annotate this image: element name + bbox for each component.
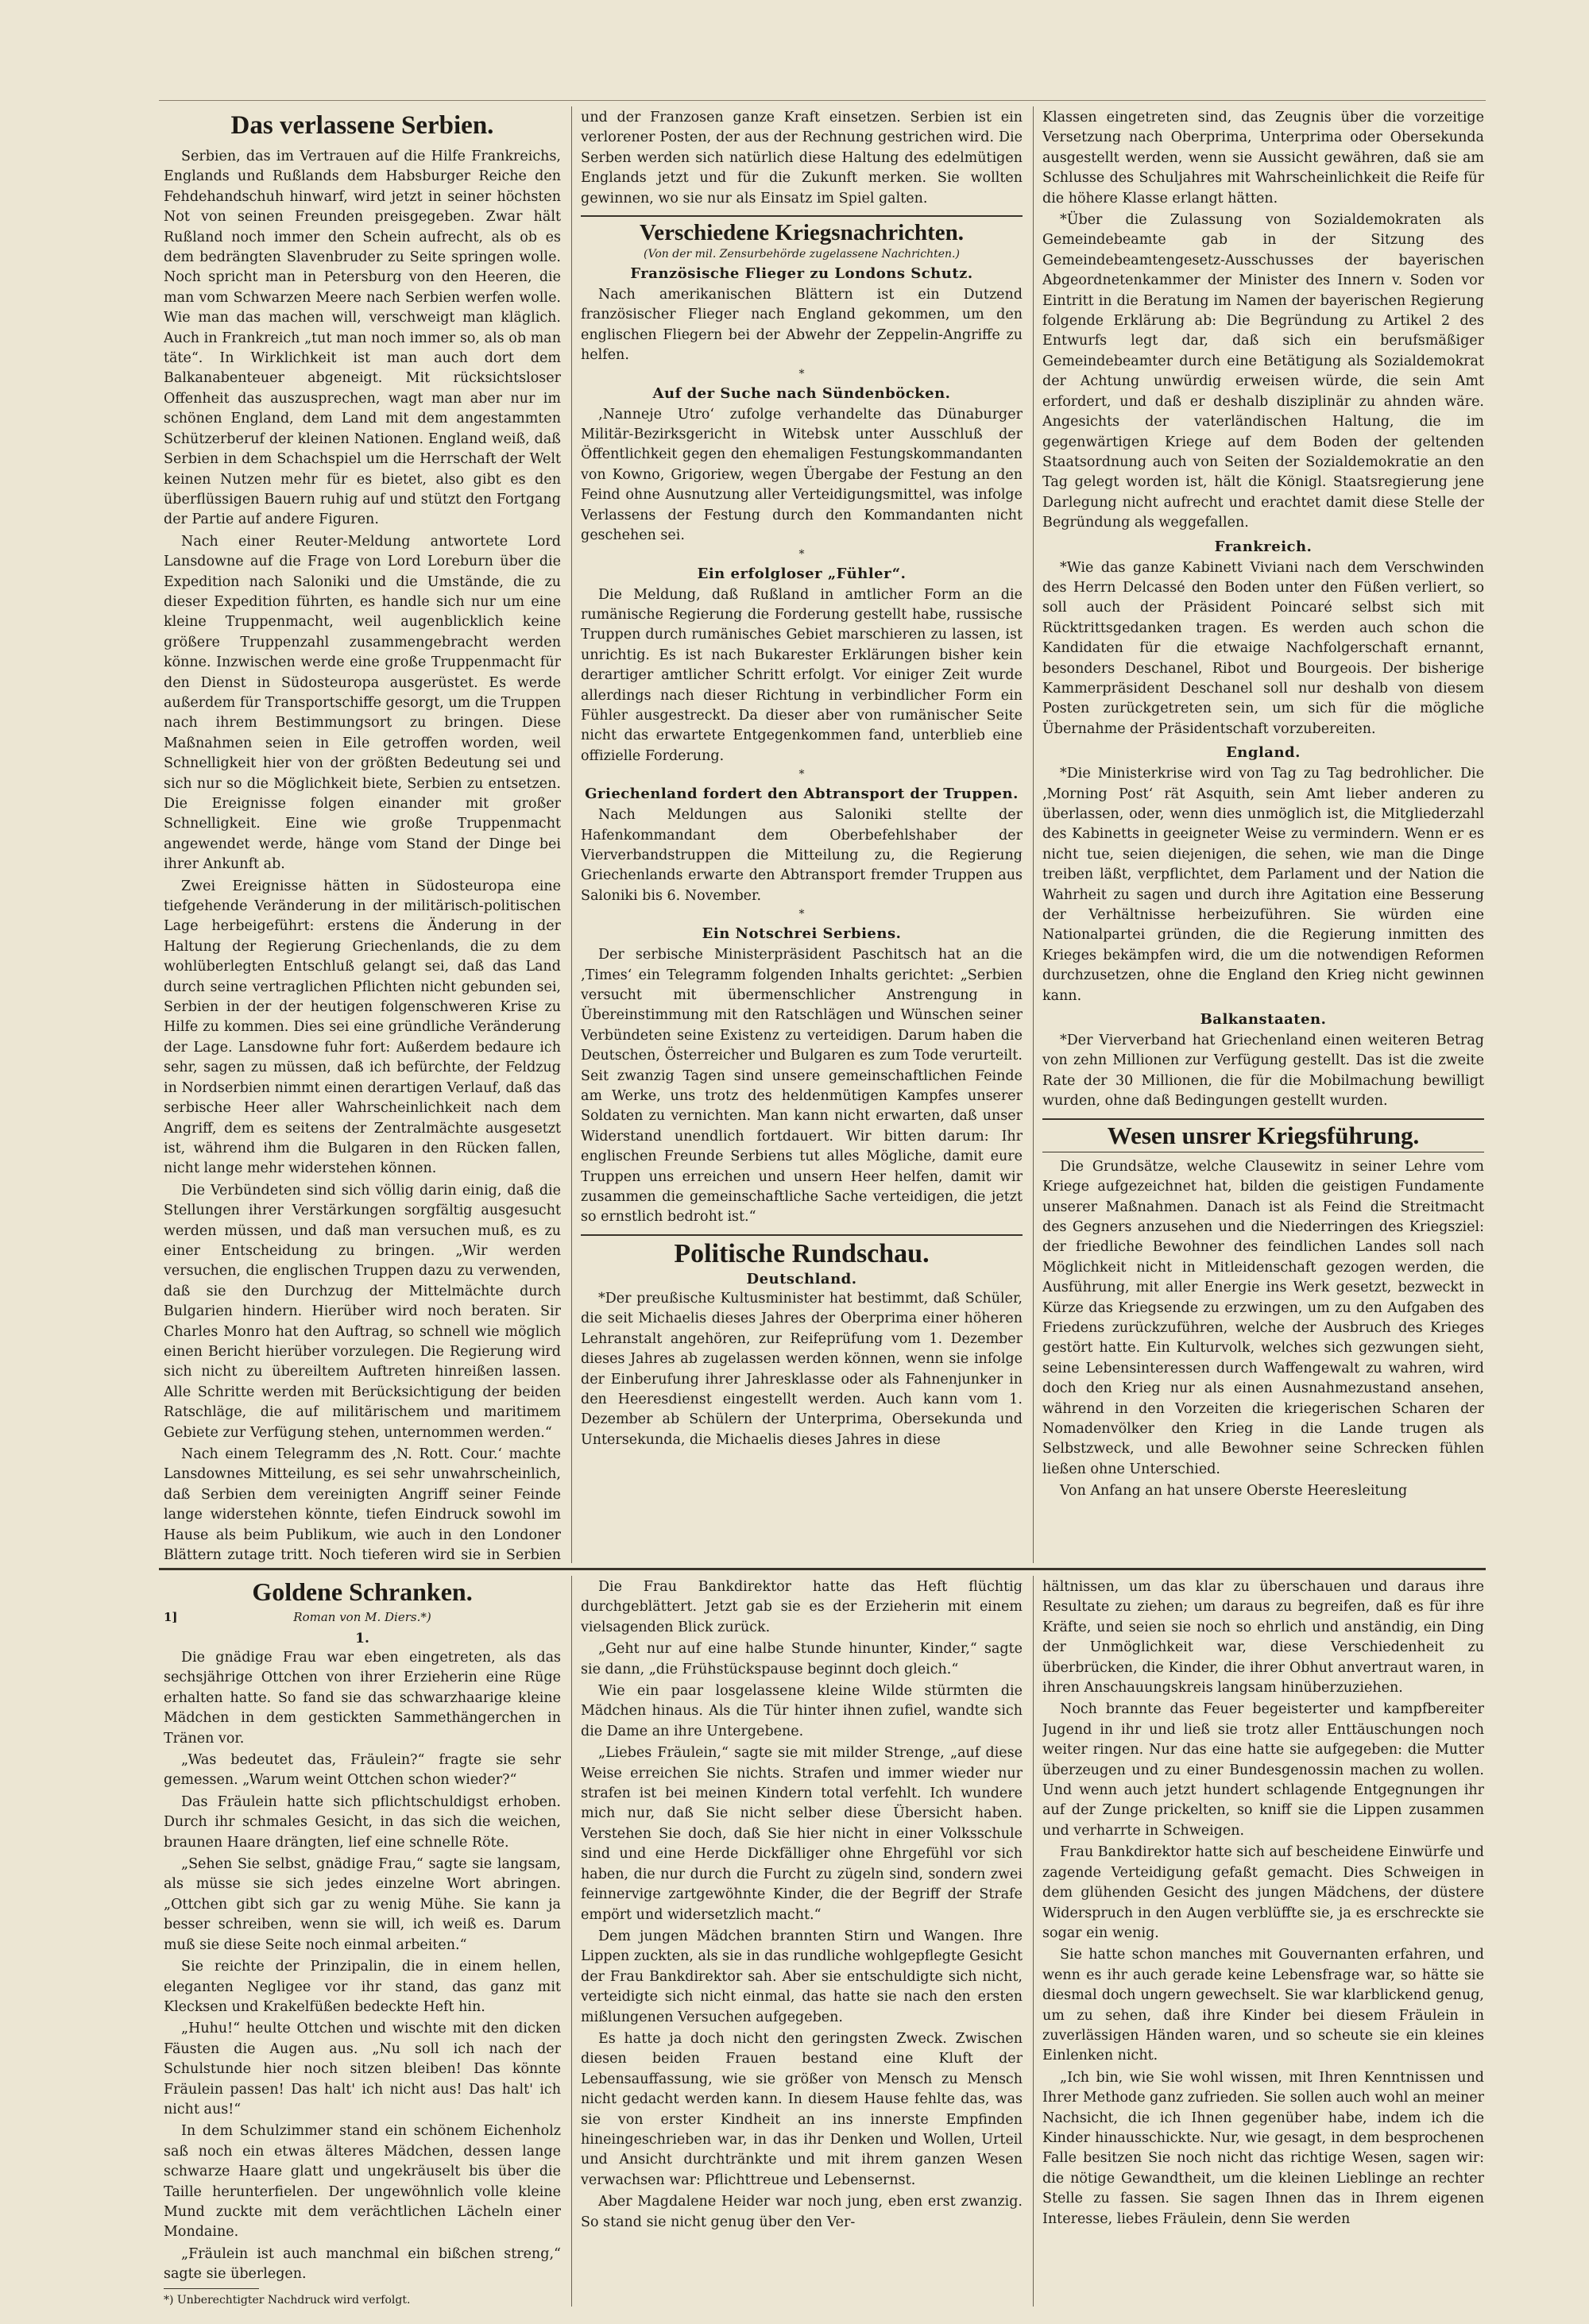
novel-paragraph: Noch brannte das Feuer begeisterter und kampfbereiter Jugend in ihr und ließ sie trotz aller Enttäuschungen noch weiter ringen. Nur das eine hatte sie aufgegeben: die Mutter überzeugen und zu einer Bundesgenossin machen zu wollen. Und wenn auch jetzt hundert schlagende Entgegnungen ihr auf der Zunge prickelten, so kniff sie die Lippen zusammen und verharrte in Schweigen.	[1042, 1701, 1484, 1839]
novel-column-2	[581, 1577, 1023, 2308]
column-rule-1	[571, 106, 572, 1563]
novel-paragraph: Sie hatte schon manches mit Gouvernanten erfahren, und wenn es ihr auch gerade keine Lebensfrage war, so hätte sie diesmal doch ungern gewechselt. Sie war klarblickend genug, um zu sehen, daß ihre Kinder bei diesem Fräulein in zuverlässigen Händen waren, und so scheute sie ein kleines Einlenken nicht.	[1042, 1947, 1484, 2064]
politics-bavaria-text: *Über die Zulassung von Sozialdemokraten als Gemeindebeamte gab in der Sitzung des Gemeindebeamtengesetz-Ausschusses der bayerischen Abgeordnetenkammer der Minister des Innern v. Soden vor Eintritt in die Beratung im Namen der bayerischen Regierung folgende Erklärung ab: Die Begründung zu Artikel 2 des Entwurfs legt dar, daß sich ein berufsmäßiger Gemeindebeamter durch eine Betätigung als Sozialdemokrat der Achtung unwürdig erweisen würde, die sein Amt erfordert, und daß er deshalb disziplinär zu ahnden wäre. Angesichts der vaterländischen Haltung, die im gegenwärtigen Kriege auf dem Boden der geltenden Staatsordnung auch von Seiten der Sozialdemokratie an den Tag gelegt worden ist, hält die Königl. Staatsregierung jene Darlegung nicht aufrecht und erachtet damit diese Stelle der Begründung als weggefallen.	[1042, 212, 1484, 531]
novel-byline: Roman von M. Diers.*)	[293, 1610, 431, 1624]
politics-germany-title: Deutschland.	[746, 1270, 857, 1287]
column-3	[1042, 108, 1484, 1565]
warfare-essay-last-line: Von Anfang an hat unsere Oberste Heeresleitung	[1060, 1483, 1408, 1500]
column-1	[164, 111, 561, 1565]
novel-paragraph: Die gnädige Frau war eben eingetreten, als das sechsjährige Ottchen von ihrer Erzieherin eine Rüge erhalten hatte. So fand sie das schwarzhaarige kleine Mädchen in dem gestickten Sammethängerchen in Tränen vor.	[164, 1650, 561, 1747]
novel-installment-number: 1]	[164, 1610, 178, 1624]
balkan-text: *Der Vierverband hat Griechenland einen weiteren Betrag von zehn Millionen zur Verfügung gestellt. Das ist die zweite Rate der 30 Millionen, die für die Mobilmachung bewilligt wurden, ohne daß Bedingungen gestellt wurden.	[1042, 1033, 1484, 1110]
news-title-griechenland: Griechenland fordert den Abtransport der Truppen.	[585, 786, 1019, 803]
novel-column-rule-2	[1033, 1576, 1034, 2307]
novel-paragraph: Aber Magdalene Heider war noch jung, eben erst zwanzig. So stand sie nicht genug über den Ver-	[581, 2194, 1023, 2230]
serbia-paragraph: Zwei Ereignisse hätten in Südosteuropa eine tiefgehende Veränderung in der militärisch-politischen Lage herbeigeführt: erstens die Änderung in der Haltung der Regierung Griechenlands, die zu dem wohlüberlegten Entschluß gelangt sei, daß das Land durch seine vertraglichen Pflichten nicht gebunden sei, Serbien in der der heutigen folgenschweren Krise zu Hilfe zu kommen. Dies sei eine gründliche Veränderung der Lage. Lansdowne fuhr fort: Außerdem bedaure ich sehr, sagen zu müssen, daß ich befürchte, der Feldzug in Nordserbien nimmt einen derartigen Verlauf, daß das serbische Heer aller Wahrscheinlichkeit nach dem Angriff, dem es seitens der Zentralmächte ausgesetzt ist, während ihm die Bulgaren in den Rücken fallen, nicht lange mehr widerstehen können.	[164, 878, 561, 1177]
novel-column-1	[164, 1577, 561, 2308]
novel-paragraph: Wie ein paar losgelassene kleine Wilde stürmten die Mädchen hinaus. Als die Tür hinter ihnen zufiel, wandte sich die Dame an ihre Untergebene.	[581, 1683, 1023, 1739]
news-title-flieger: Französische Flieger zu Londons Schutz.	[630, 265, 973, 283]
serbia-headline: Das verlassene Serbien.	[230, 111, 494, 140]
france-text: *Wie das ganze Kabinett Viviani nach dem Verschwinden des Herrn Delcassé den Boden unter den Füßen verliert, so soll auch der Präsident Poincaré selbst sich mit Rücktrittsgedanken tragen. Es werden auch schon die Kandidaten für die etwaige Nachfolgerschaft ernannt, besonders Deschanel, Ribot und Bourgeois. Der bisherige Kammerpräsident Deschanel soll nur deshalb von diesem Posten zurückgetreten sein, um sich für die mögliche Übernahme der Präsidentschaft vorzubereiten.	[1042, 559, 1484, 737]
novel-column-3	[1042, 1577, 1484, 2308]
separator-star: *	[798, 367, 805, 380]
separator-star: *	[798, 908, 805, 921]
novel-column-rule-1	[571, 1576, 572, 2307]
novel-paragraph: „Was bedeutet das, Fräulein?“ fragte sie sehr gemessen. „Warum weint Ottchen schon wieder?“	[164, 1752, 561, 1789]
news-text-griechenland: Nach Meldungen aus Saloniki stellte der Hafenkommandant dem Oberbefehlshaber der Vierverbandstruppen die Mitteilung zu, die Regierung Griechenlands erwarte den Abtransport fremder Truppen aus Saloniki bis 6. November.	[581, 807, 1023, 904]
censorship-note: (Von der mil. Zensurbehörde zugelassene Nachrichten.)	[644, 248, 960, 261]
serbia-paragraph: Nach einem Telegramm des ‚N. Rott. Cour.‘ machte Lansdownes Mitteilung, es sei sehr unwahrscheinlich, daß Serbien dem vereinigten Angriff seiner Feinde lange widerstehen könnte, tiefen Eindruck sowohl im Hause als beim Publikum, wie auch in den Londoner Blättern zutage tritt. Noch tieferen wird sie in Serbien	[164, 1446, 561, 1564]
politics-headline: Politische Rundschau.	[674, 1238, 930, 1268]
warfare-essay-headline: Wesen unsrer Kriegsführung.	[1107, 1121, 1420, 1149]
england-text: *Die Ministerkrise wird von Tag zu Tag bedrohlicher. Die ‚Morning Post‘ rät Asquith, sein Amt lieber anderen zu überlassen, oder, wenn dies unmöglich ist, die Mitgliederzahl des Kabinetts in geeigneter Weise zu vermindern. Wenn er es nicht tue, seien diejenigen, die sehen, wie man die Dinge treiben läßt, verpflichtet, dem Parlament und der Nation die Wahrheit zu sagen und durch ihre Agitation eine Besserung der Verhältnisse herbeizuführen. Sie würden eine Nationalpartei gründen, die die Regierung inmitten des Krieges bekämpfen wird, die um die notwendigen Reformen durchzusetzen, ohne die England den Krieg nicht gewinnen kann.	[1042, 766, 1484, 1004]
novel-paragraph: „Liebes Fräulein,“ sagte sie mit milder Strenge, „auf diese Weise erreichen Sie nichts. Strafen und immer wieder nur strafen ist bei meinen Kindern total verfehlt. Ich wundere mich nur, daß Sie nicht selber diese Übersicht haben. Verstehen Sie doch, daß Sie hier nicht in einer Volksschule sind und eine Herde Dickfälliger ohne Ehrgefühl vor sich haben, die nur durch die Furcht zu zügeln sind, sondern zwei feinnervige zartgewöhnte Kinder, die der Begriff der Strafe empört und widersetzlich macht.“	[581, 1745, 1023, 1923]
novel-paragraph: In dem Schulzimmer stand ein schönem Eichenholz saß noch ein etwas älteres Mädchen, dessen lange schwarze Haare glatt und ungekräuselt bis über die Taille herunterfielen. Der ungewöhnlich volle kleine Mund zuckte mit dem verächtlichen Lächeln einer Mondaine.	[164, 2123, 561, 2241]
novel-paragraph: „Sehen Sie selbst, gnädige Frau,“ sagte sie langsam, als müsse sie sich jedes einzelne Wort abringen. „Ottchen gibt sich gar zu wenig Mühe. Sie kann ja besser schreiben, wenn sie will, ich weiß es. Darum muß sie diese Seite noch einmal arbeiten.“	[164, 1856, 561, 1953]
news-text-suendenboecke: ‚Nanneje Utro‘ zufolge verhandelte das Dünaburger Militär-Bezirksgericht in Witebsk unter Ausschluß der Öffentlichkeit gegen den ehemaligen Festungskommandanten von Kowno, Grigoriew, wegen Übergabe der Festung an den Feind ohne Ausnutzung aller Verteidigungsmittel, was infolge Verlassens der Festung durch den Kommandanten nicht geschehen sei.	[581, 406, 1023, 544]
novel-paragraph: Sie reichte der Prinzipalin, die in einem hellen, eleganten Negligee vor ihr stand, das ganz mit Klecksen und Krakelfüßen bedeckte Heft hin.	[164, 1959, 561, 2015]
news-title-suendenboecke: Auf der Suche nach Sündenböcken.	[652, 384, 951, 402]
novel-separator-rule	[159, 1568, 1486, 1570]
news-text-fuehler: Die Meldung, daß Rußland in amtlicher Form an die rumänische Regierung die Forderung gestellt habe, russische Truppen durch rumänisches Gebiet marschieren zu lassen, ist unrichtig. Es ist nach Bukarester Erklärungen bisher kein derartiger amtlicher Schritt erfolgt. Vor einiger Zeit wurde allerdings nach dieser Richtung in verbindlicher Form ein Fühler ausgestreckt. Da dieser aber von rumänischer Seite nicht das erwartete Entgegenkommen fand, unterblieb eine offizielle Forderung.	[581, 586, 1023, 764]
serbia-continuation: und der Franzosen ganze Kraft einsetzen. Serbien ist ein verlorener Posten, der aus der Rechnung gestrichen wird. Die Serben werden sich natürlich diese Haltung des edelmütigen Englands jetzt und für die Zukunft merken. Sie wollten gewinnen, wo sie nur als Einsatz im Spiel galten.	[581, 110, 1023, 207]
chapter-number: 1.	[355, 1631, 369, 1646]
serbia-paragraph: Nach einer Reuter-Meldung antwortete Lord Lansdowne auf die Frage von Lord Loreburn über die Expedition nach Saloniki und die Umstände, die zu dieser Expedition führten, es handle sich nur um eine kleine Truppenmacht, weil augenblicklich keine größere Truppenzahl zusammengebracht werden könne. Inzwischen werde eine große Truppenmacht für den Dienst in Südosteuropa ausgerüstet. Es werde außerdem für Transportschiffe gesorgt, um die Truppen nach ihrem Bestimmungsort zu bringen. Diese Maßnahmen seien in Eile getroffen worden, weil Schnelligkeit hier von der größten Bedeutung sei und sich nur so die Möglichkeit biete, Serbien zu entsetzen. Die Ereignisse folgen einander mit großer Schnelligkeit. Eine wie große Truppenmacht angewendet werde, hänge vom Stand der Dinge bei ihrer Ankunft ab.	[164, 533, 561, 873]
separator-star: *	[798, 547, 805, 561]
novel-paragraph: „Ich bin, wie Sie wohl wissen, mit Ihren Kenntnissen und Ihrer Methode ganz zufrieden. Sie sollen auch wohl an meiner Nachsicht, die ich Ihnen gegenüber habe, indem ich die Kinder hinausschickte. Nur, wie gesagt, in dem besprochenen Falle besitzen Sie noch nicht das richtige Wesen, sagen wir: die nötige Gewandtheit, um die kleinen Lieblinge an rechter Stelle zu fassen. Sie sagen Ihnen das in Ihrem eigenen Interesse, liebes Fräulein, denn Sie werden	[1042, 2069, 1484, 2227]
news-title-notschrei: Ein Notschrei Serbiens.	[702, 925, 902, 943]
war-news-headline: Verschiedene Kriegsnachrichten.	[639, 220, 965, 246]
novel-paragraph: Dem jungen Mädchen brannten Stirn und Wangen. Ihre Lippen zuckten, als sie in das rundliche wohlgepflegte Gesicht der Frau Bankdirektor sah. Aber sie entschuldigte sich nicht, verteidigte sich nicht einmal, das hatte sie nach den ersten mißlungenen Versuchen aufgegeben.	[581, 1928, 1023, 2025]
novel-paragraph: „Fräulein ist auch manchmal ein bißchen streng,“ sagte sie überlegen.	[164, 2245, 561, 2283]
serbia-paragraph: Serbien, das im Vertrauen auf die Hilfe Frankreichs, Englands und Rußlands dem Habsburger Reiche den Fehdehandschuh hinwarf, wird jetzt in seiner höchsten Not von seinen Freunden preisgegeben. Zwar hält Rußland noch immer den Schein aufrecht, als ob es dem bedrängten Slavenbruder zu Seite springen wolle. Noch spricht man in Petersburg von den Heeren, die man vom Schwarzen Meere nach Serbien werfen wolle. Wie man das machen will, verschweigt man kläglich. Auch in Frankreich „tut man noch immer so, als ob man täte“. In Wirklichkeit ist man auch dort dem Balkanabenteuer abgeneigt. Mit rücksichtsloser Offenheit das auszusprechen, wagt man aber nur im schönen England, dem Land mit dem angestammten Schützerberuf der kleinen Nationen. England weiß, daß Serbien in dem Schachspiel um die Herrschaft der Welt keinen Nutzen mehr für es bietet, also gibt es den überflüssigen Bauern ruhig auf und stützt den Fortgang der Partie auf andere Figuren.	[164, 149, 561, 528]
france-title: Frankreich.	[1214, 538, 1313, 555]
copyright-footnote: *) Unberechtigter Nachdruck wird verfolgt.	[164, 2293, 411, 2307]
news-text-notschrei: Der serbische Ministerpräsident Paschitsch hat an die ‚Times‘ ein Telegramm folgenden Inhalts gerichtet: „Serbien versucht mit übermenschlicher Anstrengung in Übereinstimmung mit den Ratschlägen und Wünschen seiner Verbündeten seine Existenz zu verteidigen. Darum haben die Deutschen, Österreicher und Bulgaren es zum Tode verurteilt. Seit zwanzig Tagen sind unsere gemeinschaftlichen Feinde am Werke, uns trotz des heldenmütigen Kampfes unserer Soldaten zu vernichten. Man kann nicht erwarten, daß unser Widerstand unendlich fortdauert. Wir bitten darum: Ihr englischen Freunde Serbiens tut alles Mögliche, damit eure Truppen uns erreichen und unsern Heer helfen, damit wir zusammen die gemeinschaftliche Sache verteidigen, die jetzt so ernstlich bedroht ist.“	[581, 947, 1023, 1226]
england-title: England.	[1226, 744, 1301, 762]
novel-paragraph: „Geht nur auf eine halbe Stunde hinunter, Kinder,“ sagte sie dann, „die Frühstückspause beginnt doch gleich.“	[581, 1641, 1023, 1677]
news-text-flieger: Nach amerikanischen Blättern ist ein Dutzend französischer Flieger nach England gekommen, um den englischen Fliegern bei der Abwehr der Zeppelin-Angriffe zu helfen.	[581, 287, 1023, 364]
news-title-fuehler: Ein erfolgloser „Fühler“.	[697, 565, 907, 582]
novel-paragraph: Die Frau Bankdirektor hatte das Heft flüchtig durchgeblättert. Jetzt gab sie es der Erzieherin mit einem vielsagenden Blick zurück.	[581, 1579, 1023, 1635]
serbia-paragraph: Die Verbündeten sind sich völlig darin einig, daß die Stellungen ihrer Verstärkungen sorgfältig ausgesucht werden müssen, und daß man versuchen muß, es zu einer Entscheidung zu bringen. „Wir werden versuchen, die englischen Truppen dazu zu verwenden, daß sie den Durchzug der Mittelmächte durch Bulgarien hindern. Hierüber wird noch beraten. Sir Charles Monro hat den Auftrag, so schnell wie möglich einen Bericht hierüber vorzulegen. Die Regierung wird sich nicht zu übereiltem Auftreten hinreißen lassen. Alle Schritte werden mit Berücksichtigung der beiden Ratschläge, die auf militärischem und maritimem Gebiete zur Verfügung stehen, unternommen werden.“	[164, 1182, 561, 1441]
novel-paragraph: „Huhu!“ heulte Ottchen und wischte mit den dicken Fäusten die Augen aus. „Nu soll ich nach der Schulstunde hier noch sitzen bleiben! Das könnte Fräulein passen! Das halt' ich nicht aus! Das halt' ich nicht aus!“	[164, 2021, 561, 2117]
balkan-title: Balkanstaaten.	[1200, 1011, 1327, 1029]
novel-paragraph: Es hatte ja doch nicht den geringsten Zweck. Zwischen diesen beiden Frauen bestand eine Kluft der Lebensauffassung, wie sie größer von Mensch zu Mensch nicht gedacht werden kann. In diesem Hause fehlte das, was sie von erster Kindheit an ins innerste Empfinden hineingeschrieben war, in das ihr Denken und Wollen, Urteil und Ansicht durchtränkte und mit ihrem ganzen Wesen verwachsen war: Pflichttreue und Lebensernst.	[581, 2030, 1023, 2188]
politics-germany-text: *Der preußische Kultusminister hat bestimmt, daß Schüler, die seit Michaelis dieses Jahres der Oberprima einer höheren Lehranstalt angehören, zur Reifeprüfung vom 1. Dezember dieses Jahres ab zugelassen werden können, wenn sie infolge der Einberufung ihrer Jahresklasse oder als Fahnenjunker in den Heeresdienst eingestellt werden. Auch kann vom 1. Dezember ab Schülern der Unterprima, Obersekunda und Untersekunda, die Michaelis dieses Jahres in diese	[581, 1290, 1023, 1448]
novel-paragraph: Das Fräulein hatte sich pflichtschuldigst erhoben. Durch ihr schmales Gesicht, in das sich die weichen, braunen Haare drängten, lief eine schnelle Röte.	[164, 1793, 561, 1851]
politics-continuation: Klassen eingetreten sind, das Zeugnis über die vorzeitige Versetzung nach Oberprima, Unterprima oder Obersekunda ausgestellt werden, wenn sie Aussicht gewähren, daß sie am Schlusse des Schuljahres mit Wahrscheinlichkeit die Reife für die höhere Klasse erlangt hätten.	[1042, 110, 1484, 207]
column-rule-2	[1033, 106, 1034, 1563]
top-rule	[159, 100, 1486, 101]
warfare-essay-text: Die Grundsätze, welche Clausewitz in seiner Lehre vom Kriege aufgezeichnet hat, bilden die geistigen Fundamente unserer Maßnahmen. Danach ist als Feind die Streitmacht des Gegners anzusehen und die Niederringen des Kriegsziel: der friedliche Bewohner des feindlichen Landes soll nach Möglichkeit nicht in Mitleidenschaft gezogen werden, die Ausführung, mit aller Energie ins Werk gesetzt, bezweckt in Kürze das Kriegsende zu erzwingen, um zu den Aufgaben des Friedens zurückzuführen, welche der Ausbruch des Krieges gestört hatte. Ein Kulturvolk, welches sich gezwungen sieht, seine Lebensinteressen durch Waffengewalt zu wahren, wird doch den Krieg nur als einen Ausnahmezustand ansehen, während in den Vorzeiten die kriegerischen Scharen der Nomadenvölker den Krieg in die Lande trugen als Selbstzweck, und alle Bewohner seine Schrecken fühlen ließen ohne Unterschied.	[1042, 1158, 1484, 1477]
column-2	[581, 108, 1023, 1565]
separator-star: *	[798, 768, 805, 782]
novel-paragraph: Frau Bankdirektor hatte sich auf bescheidene Einwürfe und zagende Verteidigung gefaßt gemacht. Dies Schweigen in dem glühenden Gesicht des jungen Mädchens, der düstere Widerspruch in den Augen verblüffte sie, ja es erschreckte sie sogar ein wenig.	[1042, 1844, 1484, 1941]
novel-paragraph: hältnissen, um das klar zu überschauen und daraus ihre Resultate zu ziehen; um daraus zu begreifen, daß es für ihre Kräfte, und seien sie noch so ehrlich und anständig, ein Ding der Unmöglichkeit war, diese Verschiedenheit zu überbrücken, die Kinder, die ihrer Obhut anvertraut waren, in ihren Anschauungskreis langsam hinüberzuziehen.	[1042, 1579, 1484, 1697]
novel-title: Goldene Schranken.	[252, 1577, 473, 1606]
